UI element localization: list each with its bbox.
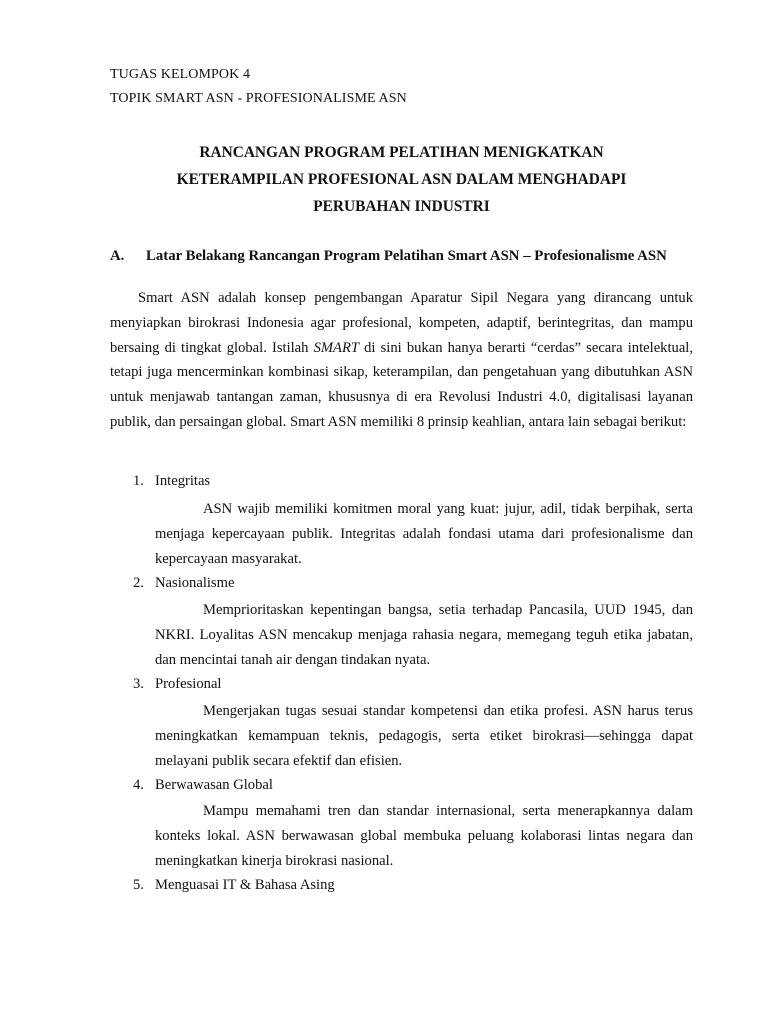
- list-item-title: Profesional: [155, 676, 222, 692]
- section-heading: [110, 248, 693, 265]
- intro-text-part-2: di sini bukan hanya berarti “cerdas” secara intelektual, tetapi juga mencerminkan kombinasi sikap, keterampilan, dan pengetahuan yang dibutuhkan ASN untuk menjawab tantangan zaman, khususnya di era Revolusi Industri 4.0, digitalisasi layanan publik, dan persaingan global. Smart ASN memiliki 8 prinsip keahlian, antara lain sebagai berikut:: [110, 339, 693, 430]
- list-item-description: ASN wajib memiliki komitmen moral yang kuat: jujur, adil, tidak berpihak, serta menjaga kepercayaan publik. Integritas adalah fondasi utama dari profesionalisme dan kepercayaan masyarakat.: [155, 501, 693, 567]
- document-title-line-1: RANCANGAN PROGRAM PELATIHAN MENIGKATKAN: [199, 144, 604, 161]
- section-heading-text: Latar Belakang Rancangan Program Pelatihan Smart ASN – Profesionalisme ASN: [146, 248, 667, 264]
- group-label: TUGAS KELOMPOK 4: [110, 67, 251, 82]
- list-item-title: Nasionalisme: [155, 575, 235, 591]
- list-item-title: Integritas: [155, 473, 211, 489]
- document-title-line-3: PERUBAHAN INDUSTRI: [313, 198, 490, 215]
- list-item-number: 3.: [133, 676, 144, 692]
- list-item-number: 5.: [133, 877, 144, 893]
- list-item-heading: [133, 473, 210, 490]
- list-item-heading: [133, 877, 335, 894]
- list-item-number: 2.: [133, 575, 144, 591]
- list-item-description: Mengerjakan tugas sesuai standar kompetensi dan etika profesi. ASN harus terus meningkatkan kemampuan teknis, pedagogis, serta etiket birokrasi—sehingga dapat melayani publik secara efektif dan efisien.: [155, 703, 693, 769]
- intro-paragraph: [110, 286, 693, 435]
- intro-text-part-1: Smart ASN adalah konsep pengembangan Aparatur Sipil Negara yang dirancang untuk menyiapkan birokrasi Indonesia agar profesional, kompeten, adaptif, berintegritas, dan mampu bersaing di tingkat global. Istilah: [110, 290, 693, 356]
- list-item-heading: [133, 575, 234, 592]
- list-item-description: Memprioritaskan kepentingan bangsa, setia terhadap Pancasila, UUD 1945, dan NKRI. Loyalitas ASN mencakup menjaga rahasia negara, memegang teguh etika jabatan, dan mencintai tanah air dengan tindakan nyata.: [155, 602, 693, 668]
- list-item-number: 1.: [133, 473, 144, 489]
- list-item-title: Berwawasan Global: [155, 777, 273, 793]
- topic-label: TOPIK SMART ASN - PROFESIONALISME ASN: [110, 91, 407, 106]
- intro-smart-term: SMART: [313, 339, 359, 356]
- list-item-number: 4.: [133, 777, 144, 793]
- list-item-heading: [133, 676, 221, 693]
- list-item-title: Menguasai IT & Bahasa Asing: [155, 877, 335, 893]
- list-item-heading: [133, 777, 273, 794]
- section-letter: A.: [110, 248, 125, 264]
- document-title-line-2: KETERAMPILAN PROFESIONAL ASN DALAM MENGHADAPI: [176, 171, 627, 188]
- list-item-description: Mampu memahami tren dan standar internasional, serta menerapkannya dalam konteks lokal. ASN berwawasan global membuka peluang kolaborasi lintas negara dan meningkatkan kinerja birokrasi nasional.: [155, 803, 693, 869]
